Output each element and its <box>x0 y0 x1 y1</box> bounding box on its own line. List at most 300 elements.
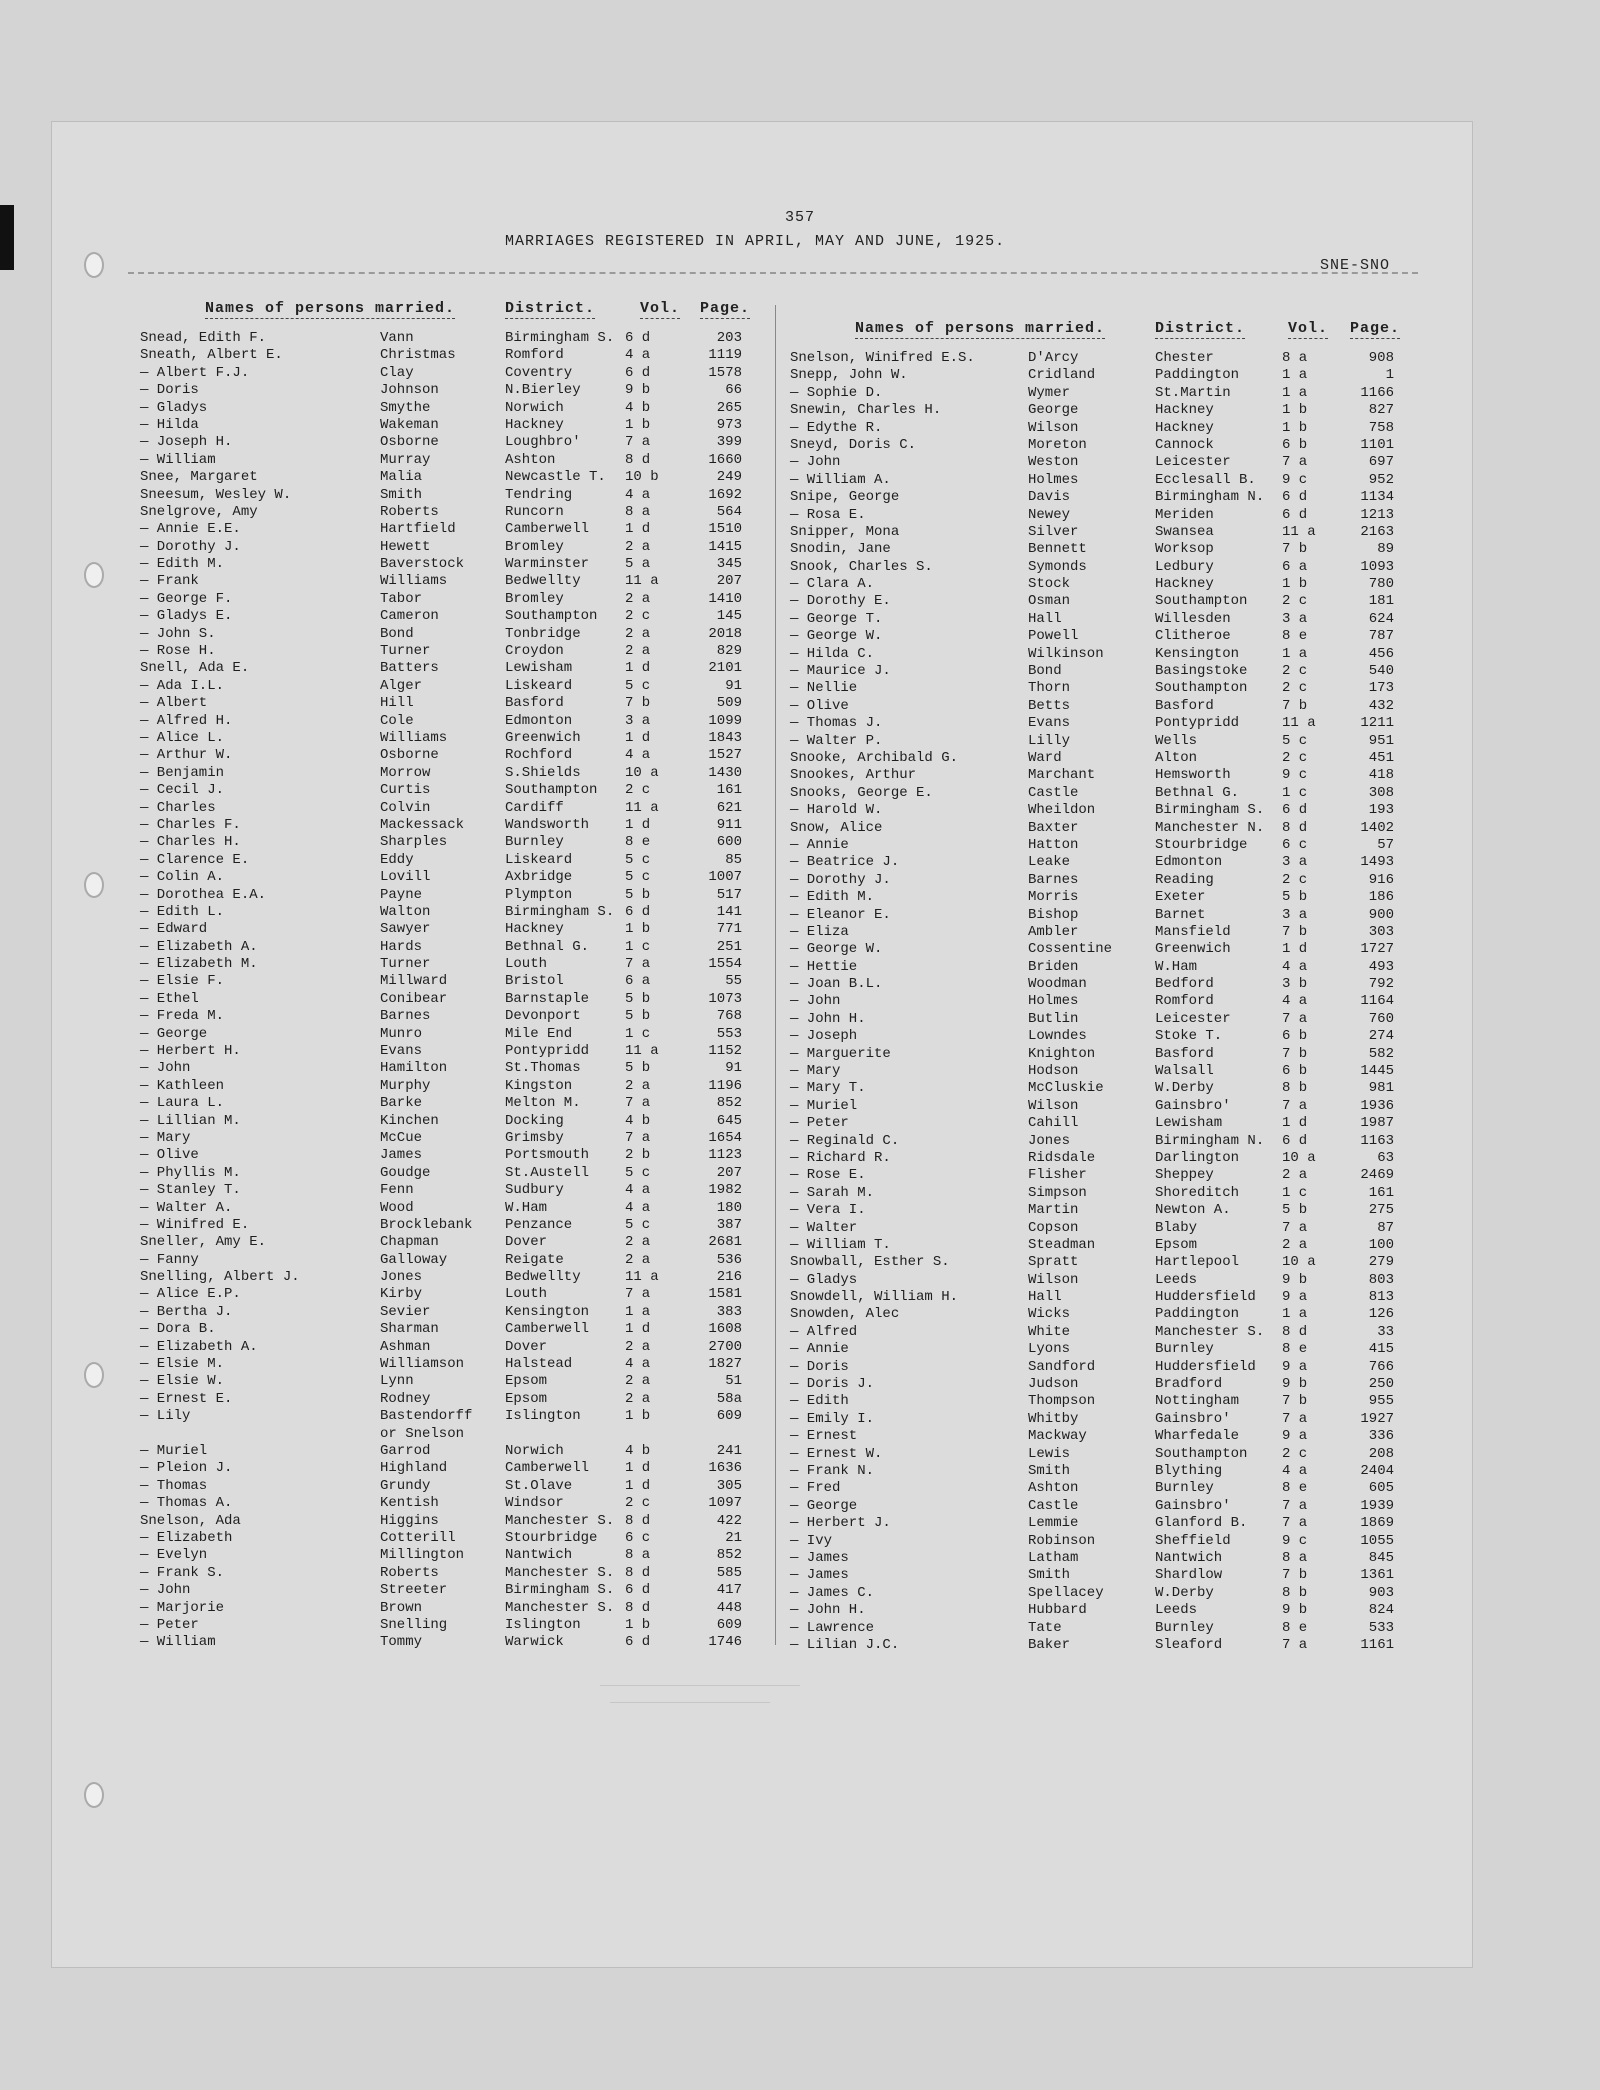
entry-page: 771 <box>716 921 742 938</box>
entry-spouse: Evans <box>1028 715 1071 732</box>
entry-person: — Sarah M. <box>790 1184 875 1201</box>
entry-district: Stoke T. <box>1155 1028 1223 1045</box>
entry-district: Sheffield <box>1155 1532 1231 1549</box>
entry-person: — Edith L. <box>140 903 225 920</box>
entry-page: 845 <box>1368 1549 1394 1566</box>
entry-spouse: Tabor <box>380 590 423 607</box>
entry-page: 955 <box>1368 1393 1394 1410</box>
entry-person: — Thomas J. <box>790 715 883 732</box>
entry-spouse: Wakeman <box>380 416 439 433</box>
entry-person: Snookes, Arthur <box>790 767 917 784</box>
entry-district: Hackney <box>1155 402 1214 419</box>
entry-spouse: Williams <box>380 573 448 590</box>
entry-district: Epsom <box>505 1390 548 1407</box>
entry-spouse: Osborne <box>380 747 439 764</box>
entry-vol: 8 a <box>625 1547 651 1564</box>
entry-vol: 9 b <box>1282 1602 1308 1619</box>
entry-spouse: Hards <box>380 938 423 955</box>
entry-vol: 8 b <box>1282 1080 1308 1097</box>
entry-vol: 8 e <box>1282 1341 1308 1358</box>
entry-spouse: Wilson <box>1028 419 1079 436</box>
entry-spouse: Hill <box>380 695 414 712</box>
names-header: Names of persons married. <box>855 320 1106 337</box>
entry-spouse: Mackway <box>1028 1428 1087 1445</box>
entry-spouse: Ashton <box>1028 1480 1079 1497</box>
entry-district: Manchester S. <box>1155 1323 1265 1340</box>
entry-spouse: Tommy <box>380 1634 423 1651</box>
entry-page: 768 <box>716 1008 742 1025</box>
entry-vol: 2 c <box>1282 749 1308 766</box>
entry-vol: 5 b <box>625 1008 651 1025</box>
entry-person: — James <box>790 1549 849 1566</box>
entry-page: 760 <box>1368 1010 1394 1027</box>
entry-page: 813 <box>1368 1289 1394 1306</box>
entry-page: 582 <box>1368 1045 1394 1062</box>
entry-spouse: Butlin <box>1028 1010 1079 1027</box>
entry-page: 186 <box>1368 889 1394 906</box>
entry-page: 145 <box>716 608 742 625</box>
entry-page: 900 <box>1368 906 1394 923</box>
entry-spouse: Alger <box>380 677 423 694</box>
entry-person: — John <box>790 993 841 1010</box>
entry-person: — Walter <box>790 1219 858 1236</box>
entry-person: — Albert F.J. <box>140 364 250 381</box>
entry-person: — Mary <box>140 1129 191 1146</box>
entry-person: — Elsie M. <box>140 1356 225 1373</box>
register-entry <box>0 959 1420 976</box>
entry-page: 540 <box>1368 663 1394 680</box>
entry-person: — Nellie <box>790 680 858 697</box>
register-entry <box>0 698 1420 715</box>
entry-spouse: Leake <box>1028 854 1071 871</box>
entry-page: 1410 <box>708 590 742 607</box>
entry-district: Islington <box>505 1408 581 1425</box>
entry-person: Snelson, Ada <box>140 1512 241 1529</box>
register-entry <box>0 799 1420 819</box>
entry-page: 2681 <box>708 1234 742 1251</box>
entry-district: Bethnal G. <box>1155 784 1240 801</box>
entry-person: — Elizabeth A. <box>140 1338 258 1355</box>
entry-page: 1361 <box>1360 1567 1394 1584</box>
entry-vol: 2 a <box>625 1338 651 1355</box>
entry-vol: 6 a <box>1282 558 1308 575</box>
entry-person: — John H. <box>790 1602 866 1619</box>
entry-page: 1163 <box>1360 1132 1394 1149</box>
entry-page: 55 <box>725 973 742 990</box>
entry-district: Ashton <box>505 451 556 468</box>
entry-spouse: Streeter <box>380 1582 448 1599</box>
register-entry <box>0 451 1420 471</box>
entry-vol: 7 b <box>1282 1045 1308 1062</box>
entry-vol: 8 d <box>1282 819 1308 836</box>
entry-person: — Maurice J. <box>790 663 891 680</box>
entry-page: 1493 <box>1360 854 1394 871</box>
entry-spouse: Wilkinson <box>1028 645 1104 662</box>
entry-vol: 4 a <box>625 1199 651 1216</box>
entry-spouse: Mackessack <box>380 816 465 833</box>
entry-vol: 4 a <box>625 747 651 764</box>
entry-page: 1 <box>1385 367 1394 384</box>
entry-page: 1055 <box>1360 1532 1394 1549</box>
entry-district: Pontypridd <box>1155 715 1240 732</box>
entry-district: Basford <box>505 695 564 712</box>
entry-district: Dover <box>505 1338 548 1355</box>
binder-hole <box>84 252 104 278</box>
entry-page: 1987 <box>1360 1115 1394 1132</box>
entry-page: 536 <box>716 1251 742 1268</box>
entry-vol: 8 e <box>1282 1480 1308 1497</box>
entry-spouse: Cossentine <box>1028 941 1113 958</box>
entry-vol: 2 a <box>625 1077 651 1094</box>
entry-spouse: Smith <box>1028 1463 1071 1479</box>
register-entry <box>0 1512 1420 1532</box>
entry-district: Southampton <box>505 782 598 799</box>
entry-spouse: Cridland <box>1028 367 1096 384</box>
entry-spouse: Jones <box>1028 1132 1071 1149</box>
entry-district: Edmonton <box>1155 854 1223 871</box>
register-entry <box>0 1063 1420 1080</box>
entry-spouse: Wood <box>380 1199 414 1216</box>
entry-person: — Edith M. <box>140 556 225 573</box>
register-entry <box>0 1390 1420 1410</box>
entry-spouse: Hartfield <box>380 521 456 538</box>
entry-vol: 7 a <box>1282 1010 1308 1027</box>
entry-district: Hartlepool <box>1155 1254 1240 1271</box>
register-entry <box>0 1303 1420 1323</box>
entry-person: — John <box>140 1060 191 1077</box>
entry-spouse: Kirby <box>380 1286 423 1303</box>
entry-page: 161 <box>1368 1184 1394 1201</box>
entry-person: Sneath, Albert E. <box>140 347 283 364</box>
entry-vol: 5 c <box>625 1164 651 1181</box>
entry-district: Hackney <box>505 416 564 433</box>
register-entry <box>0 507 1420 524</box>
entry-page: 621 <box>716 799 742 816</box>
entry-spouse: Powell <box>1028 628 1079 645</box>
entry-page: 609 <box>716 1616 742 1633</box>
entry-vol: 1 d <box>625 1477 651 1494</box>
entry-vol: 7 a <box>625 434 651 451</box>
entry-page: 2101 <box>708 660 742 677</box>
entry-vol: 7 a <box>625 1286 651 1303</box>
register-entry <box>0 1025 1420 1045</box>
entry-district: Wharfedale <box>1155 1428 1240 1445</box>
entry-person: — Fred <box>790 1480 841 1497</box>
entry-page: 58a <box>716 1390 742 1407</box>
entry-spouse: Lyons <box>1028 1341 1071 1358</box>
entry-page: 415 <box>1368 1341 1394 1358</box>
entry-spouse: Thompson <box>1028 1393 1096 1410</box>
entry-person: — Ada I.L. <box>140 677 225 694</box>
register-entry <box>0 1289 1420 1306</box>
entry-person: — Bertha J. <box>140 1303 233 1320</box>
entry-page: 780 <box>1368 576 1394 593</box>
entry-person: — Eleanor E. <box>790 906 891 923</box>
entry-vol: 7 a <box>1282 1097 1308 1114</box>
entry-page: 1161 <box>1360 1636 1394 1653</box>
entry-spouse: Cotterill <box>380 1529 456 1546</box>
entry-vol: 5 b <box>625 1060 651 1077</box>
entry-spouse: Newey <box>1028 506 1071 523</box>
entry-spouse: Sharman <box>380 1321 439 1338</box>
entry-district: Southampton <box>1155 680 1248 697</box>
entry-person: Snell, Ada E. <box>140 660 250 677</box>
entry-district: Leicester <box>1155 454 1231 471</box>
entry-district: Southampton <box>505 608 598 625</box>
register-entry <box>0 907 1420 924</box>
entry-district: Rochford <box>505 747 573 764</box>
entry-page: 2469 <box>1360 1167 1394 1184</box>
entry-spouse: Marchant <box>1028 767 1096 784</box>
entry-person: — Elizabeth A. <box>140 938 258 955</box>
register-entry <box>0 1463 1420 1480</box>
entry-district: W.Ham <box>1155 958 1198 975</box>
entry-page: 418 <box>1368 767 1394 784</box>
entry-vol: 6 c <box>625 1529 651 1546</box>
entry-vol: 1 d <box>625 660 651 677</box>
entry-person: — George W. <box>790 628 883 645</box>
entry-page: 824 <box>1368 1602 1394 1619</box>
register-entry <box>0 472 1420 489</box>
entry-page: 1746 <box>708 1634 742 1651</box>
entry-person: — Ernest E. <box>140 1390 233 1407</box>
entry-spouse: Bishop <box>1028 906 1079 923</box>
entry-page: 1554 <box>708 956 742 973</box>
entry-district: Kingston <box>505 1077 573 1094</box>
entry-district: Leeds <box>1155 1602 1198 1619</box>
entry-person: — Dorothea E.A. <box>140 886 267 903</box>
entry-vol: 6 d <box>625 1582 651 1599</box>
entry-spouse: Murray <box>380 451 431 468</box>
entry-district: Manchester S. <box>505 1512 615 1529</box>
entry-spouse: Martin <box>1028 1202 1079 1219</box>
entry-district: Basford <box>1155 1045 1214 1062</box>
entry-person: — Ernest W. <box>790 1445 883 1462</box>
register-entry <box>0 1477 1420 1497</box>
entry-district: W.Derby <box>1155 1584 1214 1601</box>
entry-person: — George W. <box>790 941 883 958</box>
entry-person: — Kathleen <box>140 1077 225 1094</box>
entry-district: Bedwellty <box>505 1269 581 1286</box>
entry-vol: 11 a <box>1282 715 1316 732</box>
entry-vol: 1 b <box>1282 402 1308 419</box>
district-header: District. <box>1155 320 1246 337</box>
entry-person: — Alfred <box>790 1323 858 1340</box>
entry-vol: 1 d <box>1282 1115 1308 1132</box>
entry-district: Swansea <box>1155 523 1214 540</box>
entry-spouse: McCluskie <box>1028 1080 1104 1097</box>
entry-spouse: Spellacey <box>1028 1584 1104 1601</box>
entry-district: Lewisham <box>505 660 573 677</box>
entry-spouse: Curtis <box>380 782 431 799</box>
entry-page: 973 <box>716 416 742 433</box>
entry-district: Sleaford <box>1155 1636 1223 1653</box>
entry-district: Burnley <box>1155 1341 1214 1358</box>
entry-district: Loughbro' <box>505 434 581 451</box>
entry-page: 1927 <box>1360 1410 1394 1427</box>
entry-vol: 1 a <box>1282 1306 1308 1323</box>
entry-person: Snowden, Alec <box>790 1306 900 1323</box>
entry-district: Liskeard <box>505 677 573 694</box>
entry-district: Wandsworth <box>505 816 590 833</box>
entry-district: Edmonton <box>505 712 573 729</box>
entry-page: 1152 <box>708 1043 742 1060</box>
entry-person: Snewin, Charles H. <box>790 402 942 419</box>
register-entry <box>0 420 1420 437</box>
entry-person: Snelson, Winifred E.S. <box>790 350 975 366</box>
entry-vol: 1 a <box>1282 384 1308 401</box>
entry-page: 1843 <box>708 729 742 746</box>
register-entry <box>0 1599 1420 1619</box>
entry-spouse: Batters <box>380 660 439 677</box>
entry-person: — Annie E.E. <box>140 521 241 538</box>
entry-district: Reigate <box>505 1251 564 1268</box>
entry-district: Docking <box>505 1112 564 1129</box>
entry-page: 1869 <box>1360 1515 1394 1532</box>
entry-vol: 6 b <box>1282 1063 1308 1080</box>
entry-spouse: Garrod <box>380 1443 431 1459</box>
entry-person: — Phyllis M. <box>140 1164 241 1181</box>
entry-person: — Hettie <box>790 958 858 975</box>
register-entry <box>0 712 1420 732</box>
entry-district: Bromley <box>505 590 564 607</box>
register-entry <box>0 1237 1420 1254</box>
entry-person: — Harold W. <box>790 802 883 819</box>
entry-page: 193 <box>1368 802 1394 819</box>
entry-spouse: Thorn <box>1028 680 1071 697</box>
entry-district: Paddington <box>1155 367 1240 384</box>
entry-district: Greenwich <box>1155 941 1231 958</box>
entry-vol: 6 d <box>1282 1132 1308 1149</box>
register-entry <box>0 1564 1420 1584</box>
entry-spouse: Bond <box>1028 663 1062 680</box>
entry-page: 697 <box>1368 454 1394 471</box>
entry-person: — Laura L. <box>140 1095 225 1112</box>
entry-person: — Marguerite <box>790 1045 891 1062</box>
entry-person: — Stanley T. <box>140 1182 241 1199</box>
entry-district: Kensington <box>505 1303 590 1320</box>
entry-page: 305 <box>716 1477 742 1494</box>
register-entry <box>0 590 1420 610</box>
entry-person: — Gladys <box>790 1271 858 1288</box>
entry-spouse: Castle <box>1028 784 1079 801</box>
entry-vol: 1 b <box>1282 419 1308 436</box>
entry-vol: 2 a <box>625 538 651 555</box>
entry-spouse: Ambler <box>1028 923 1079 940</box>
entry-person: — Annie <box>790 1341 849 1358</box>
entry-vol: 5 c <box>1282 732 1308 749</box>
entry-spouse: Williamson <box>380 1356 465 1373</box>
entry-spouse: Wheildon <box>1028 802 1096 819</box>
entry-spouse: Wicks <box>1028 1306 1071 1323</box>
entry-district: W.Ham <box>505 1199 548 1216</box>
entry-page: 1692 <box>708 486 742 503</box>
register-entry <box>0 1112 1420 1132</box>
entry-district: Sheppey <box>1155 1167 1214 1184</box>
entry-page: 1166 <box>1360 384 1394 401</box>
entry-vol: 4 a <box>625 1356 651 1373</box>
entry-district: St.Thomas <box>505 1060 581 1077</box>
entry-spouse: Lynn <box>380 1373 414 1390</box>
entry-district: Penzance <box>505 1216 573 1233</box>
entry-district: Hackney <box>1155 419 1214 436</box>
vol-header: Vol. <box>1288 320 1329 337</box>
entry-page: 2163 <box>1360 523 1394 540</box>
entry-vol: 6 d <box>625 1634 651 1651</box>
register-entry <box>0 1164 1420 1184</box>
entry-page: 21 <box>725 1529 742 1546</box>
entry-spouse: Kinchen <box>380 1112 439 1129</box>
entry-page: 91 <box>725 1060 742 1077</box>
entry-spouse: Symonds <box>1028 558 1087 575</box>
entry-district: Meriden <box>1155 506 1214 523</box>
entry-page: 51 <box>725 1373 742 1390</box>
entry-spouse: Ashman <box>380 1338 431 1355</box>
entry-vol: 1 b <box>625 1616 651 1633</box>
entry-district: Blything <box>1155 1463 1223 1479</box>
entry-person: — Benjamin <box>140 764 225 781</box>
entry-vol: 7 a <box>1282 1636 1308 1653</box>
entry-spouse: Brocklebank <box>380 1216 473 1233</box>
entry-person: Snelgrove, Amy <box>140 503 258 520</box>
entry-district: Louth <box>505 1286 548 1303</box>
entry-vol: 9 a <box>1282 1358 1308 1375</box>
entry-spouse: Barnes <box>380 1008 431 1025</box>
entry-person: — Arthur W. <box>140 747 233 764</box>
entry-spouse: Lewis <box>1028 1445 1071 1462</box>
entry-spouse: George <box>1028 402 1079 419</box>
entry-page: 456 <box>1368 645 1394 662</box>
entry-spouse: Vann <box>380 330 414 346</box>
entry-district: Plympton <box>505 886 573 903</box>
entry-person: — Edythe R. <box>790 419 883 436</box>
entry-spouse: Cahill <box>1028 1115 1079 1132</box>
entry-page: 1415 <box>708 538 742 555</box>
entry-district: Stourbridge <box>505 1529 598 1546</box>
entry-person: — Frank N. <box>790 1463 875 1479</box>
entry-spouse: Galloway <box>380 1251 448 1268</box>
entry-district: Clitheroe <box>1155 628 1231 645</box>
entry-vol: 7 a <box>1282 1515 1308 1532</box>
entry-district: Warminster <box>505 556 590 573</box>
entry-spouse: Highland <box>380 1460 448 1477</box>
entry-spouse: Tate <box>1028 1619 1062 1636</box>
entry-vol: 1 a <box>625 1303 651 1320</box>
entry-person: — Walter P. <box>790 732 883 749</box>
entry-district: Birmingham N. <box>1155 489 1265 506</box>
entry-district: Alton <box>1155 749 1198 766</box>
entry-vol: 4 b <box>625 1443 651 1459</box>
register-entry <box>0 1046 1420 1063</box>
entry-vol: 9 b <box>1282 1376 1308 1393</box>
entry-vol: 8 e <box>1282 1619 1308 1636</box>
register-entry <box>0 677 1420 697</box>
register-entry <box>0 524 1420 541</box>
entry-spouse: Robinson <box>1028 1532 1096 1549</box>
entry-page: 509 <box>716 695 742 712</box>
entry-vol: 3 b <box>1282 976 1308 993</box>
entry-vol: 6 b <box>1282 1028 1308 1045</box>
entry-spouse: Payne <box>380 886 423 903</box>
entry-spouse: Wilson <box>1028 1271 1079 1288</box>
entry-person: — John <box>140 1582 191 1599</box>
entry-vol: 5 c <box>625 677 651 694</box>
entry-page: 126 <box>1368 1306 1394 1323</box>
page-number: 357 <box>784 209 815 226</box>
entry-district: Romford <box>505 347 564 364</box>
entry-district: Bradford <box>1155 1376 1223 1393</box>
entry-person: — Dora B. <box>140 1321 216 1338</box>
